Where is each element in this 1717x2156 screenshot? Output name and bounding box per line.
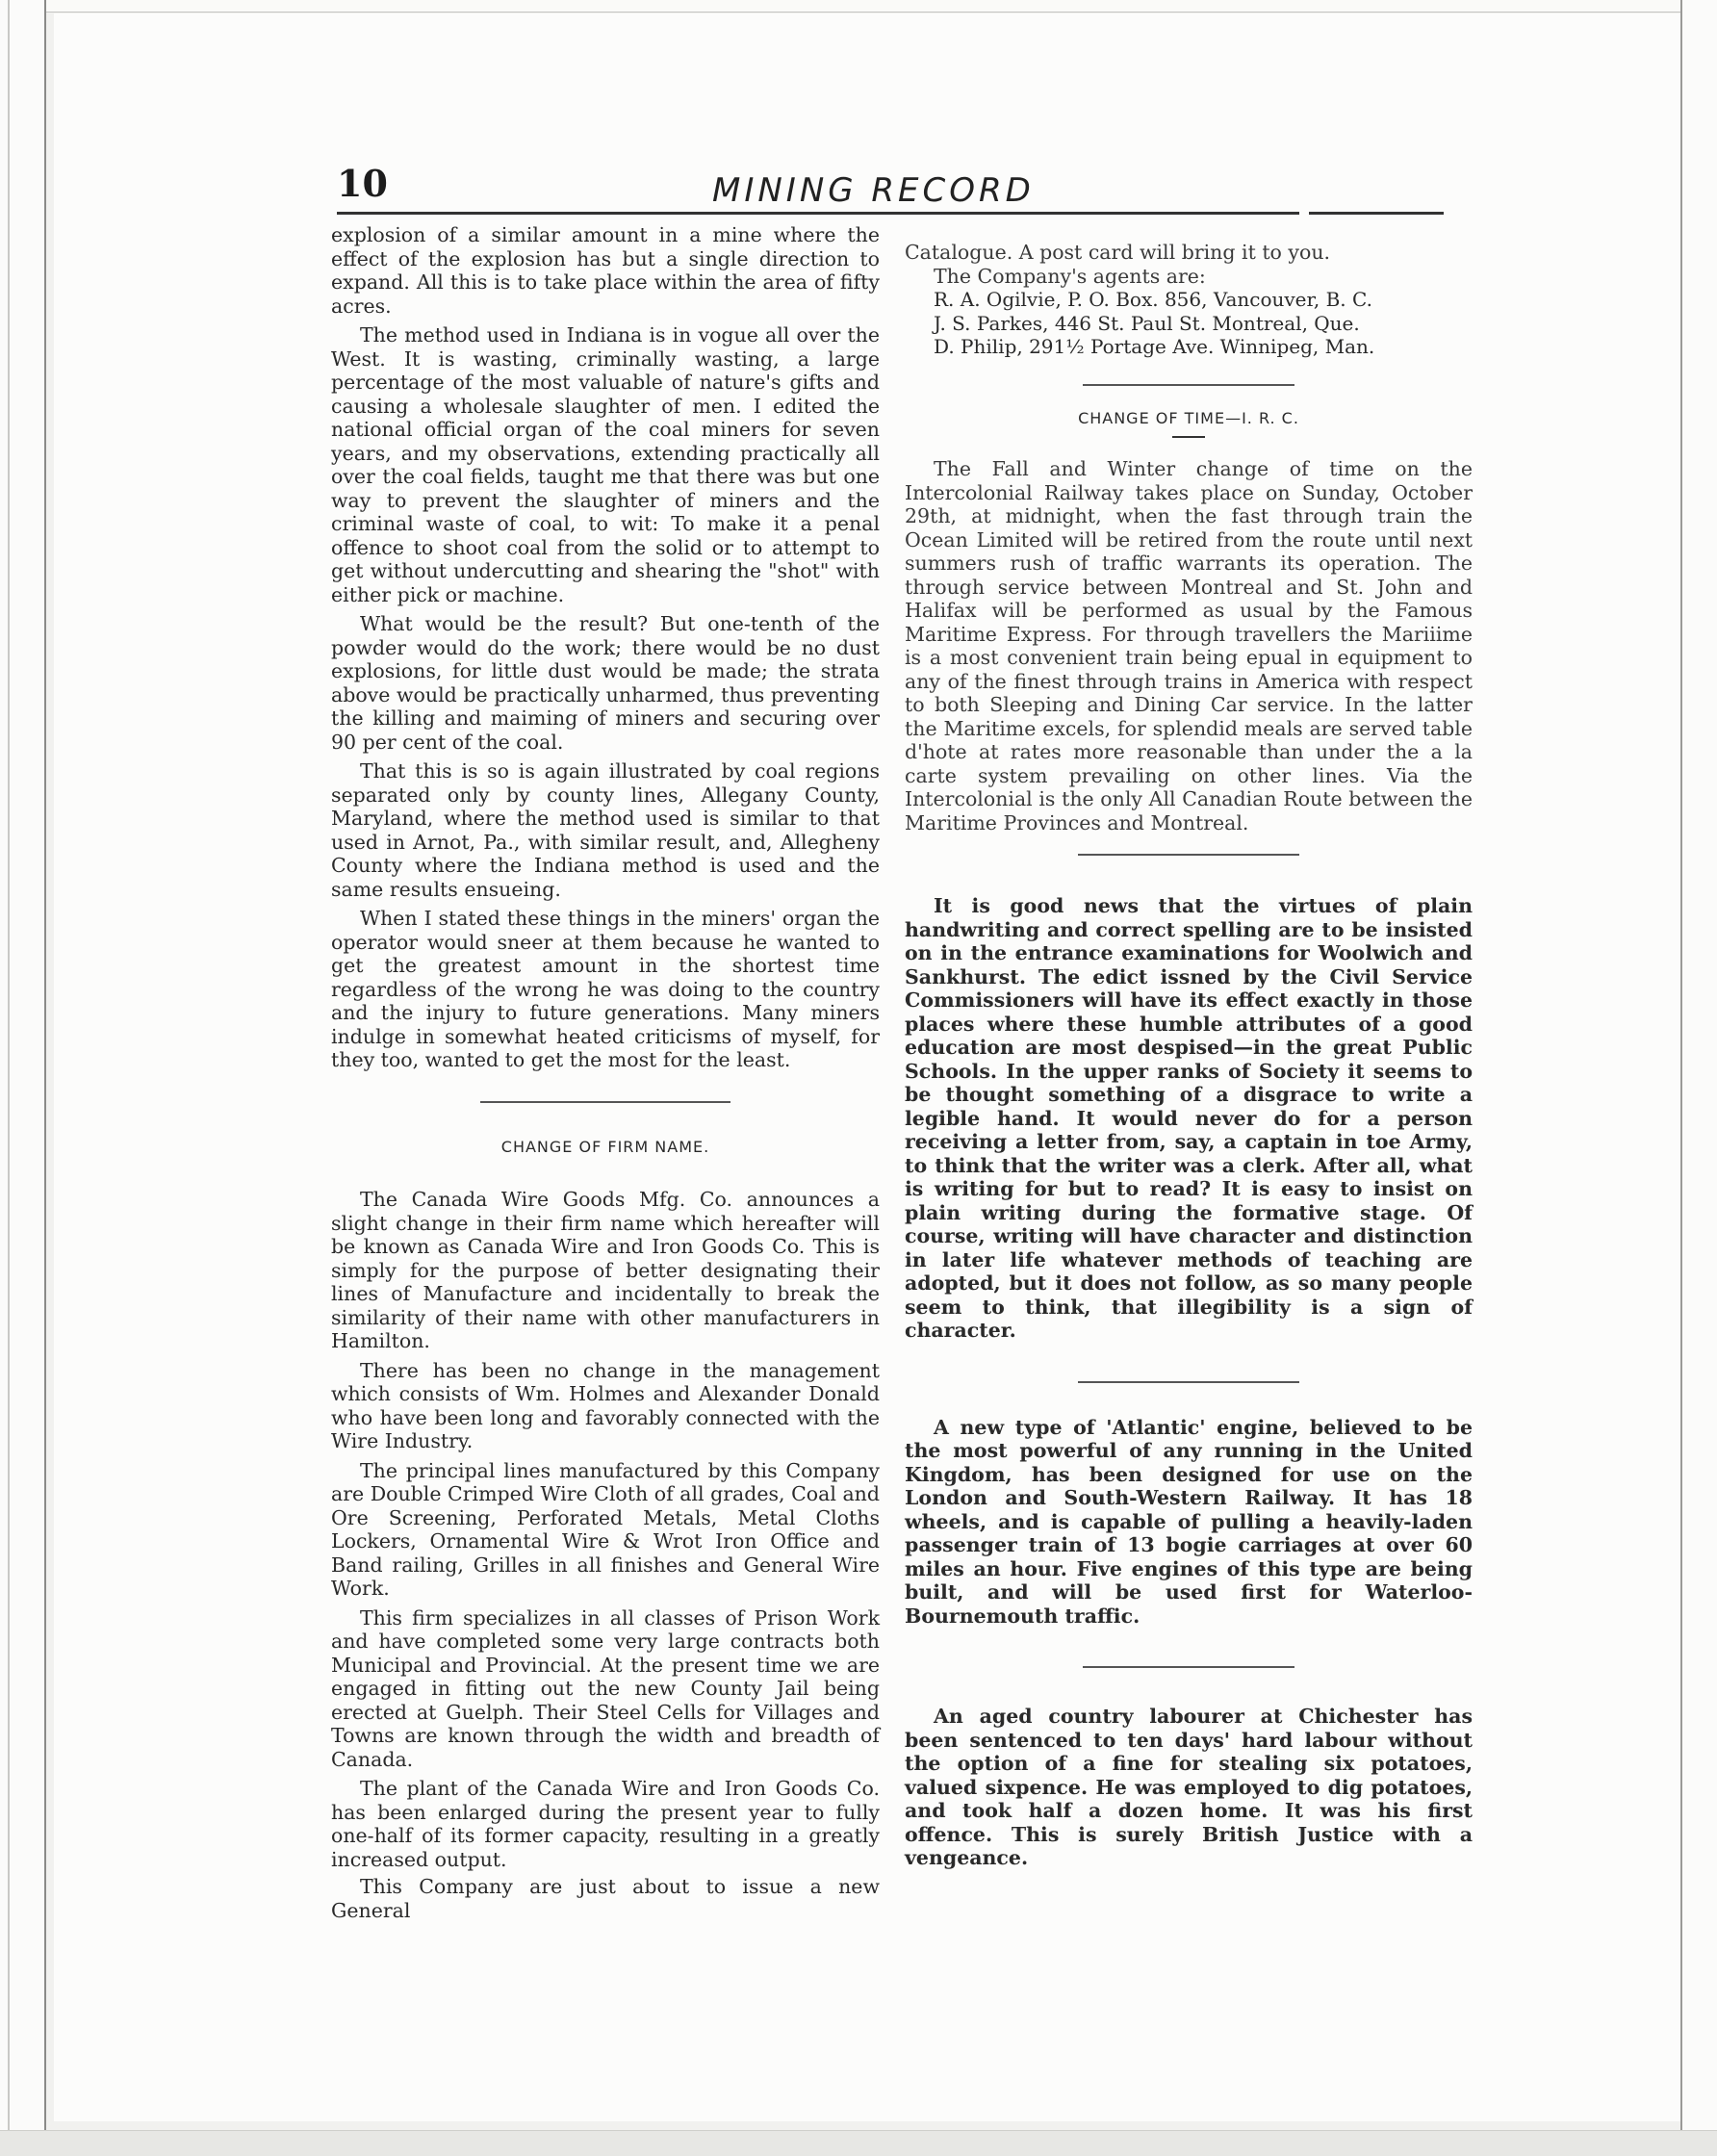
agent-line: R. A. Ogilvie, P. O. Box. 856, Vancouver, B. C. (934, 288, 1372, 311)
article-paragraph: The Fall and Winter change of time on the Intercolonial Railway takes place on Sunday, October 29th, at midnight, when the fast through train the Ocean Limited will be retired from the route until next summers rush of traffic warrants its operation. The through service between Montreal and St. John and Halifax will be performed as usual by the Famous Maritime Express. For through travellers the Mariiime is a most convenient train being epual in equipment to any of the finest through trains in America with respect to both Sleeping and Dining Car service. In the latter the Maritime excels, for splendid meals are served table d'hote at rates more reasonable than under the a la carte system prevailing on other lines. Via the Intercolonial is the only All Canadian Route between the Maritime Provinces and Montreal. (905, 457, 1473, 834)
article-paragraph: The plant of the Canada Wire and Iron Goods Co. has been enlarged during the present year to fully one-half of its former capacity, resulting in a greatly increased output. (331, 1777, 880, 1871)
section-divider (1078, 854, 1299, 856)
header-rule (337, 212, 1299, 215)
heading-underline (1172, 436, 1205, 438)
article-paragraph: What would be the result? But one-tenth of the powder would do the work; there would be no dust explosions, for little dust would be made; the strata above would be practically unharmed, thus preventing the killing and maiming of miners and securing over 90 per cent of the coal. (331, 612, 880, 754)
article-paragraph: There has been no change in the management which consists of Wm. Holmes and Alexander Donald who have been long and favorably connected with the Wire Industry. (331, 1358, 880, 1452)
article-paragraph: explosion of a similar amount in a mine where the effect of the explosion has but a single direction to expand. All this is to take place within the area of fifty acres. (331, 223, 880, 318)
scan-top-edge (0, 0, 1717, 13)
right-column (905, 241, 1473, 1870)
header-rule-tail (1309, 212, 1444, 215)
article-paragraph: A new type of 'Atlantic' engine, believed to be the most powerful of any running in the United Kingdom, has been designed for use on the London and South-Western Railway. It has 18 wheels, and is capable of pulling a heavily-laden passenger train of 13 bogie carriages at over 60 miles an hour. Five engines of this type are being built, and will be used first for Waterloo-Bournemouth traffic. (905, 1415, 1473, 1628)
agent-line: J. S. Parkes, 446 St. Paul St. Montreal, Que. (934, 311, 1360, 335)
article-paragraph: The principal lines manufactured by this Company are Double Crimped Wire Cloth of all grades, Coal and Ore Screening, Perforated Metals, Metal Cloths Lockers, Ornamental Wire & Wrot Iron Office and Band railing, Grilles in all finishes and General Wire Work. (331, 1458, 880, 1600)
article-paragraph: It is good news that the virtues of plain handwriting and correct spelling are to be insisted on in the entrance examinations for Woolwich and Sankhurst. The edict issned by the Civil Service Commissioners will have its effect exactly in those places where these humble attributes of a good education are most despised—in the great Public Schools. In the upper ranks of Society it seems to be thought something of a disgrace to write a legible hand. It would never do for a person receiving a letter from, say, a captain in toe Army, to think that the writer was a clerk. After all, what is writing for but to read? It is easy to insist on plain writing during the formative stage. Of course, writing will have character and distinction in later life whatever methods of teaching are adopted, but it does not follow, as so many people seem to think, that illegibility is a sign of character. (905, 894, 1473, 1342)
agent-line: D. Philip, 291½ Portage Ave. Winnipeg, Man. (934, 335, 1375, 358)
article-paragraph: When I stated these things in the miners' organ the operator would sneer at them because he wanted to get the greatest amount in the shortest time regardless of the wrong he was doing to the country and the injury to future generations. Many miners indulge in somewhat heated criticisms of myself, for they too, wanted to get the most for the least. (331, 907, 880, 1071)
section-heading-firm-name: CHANGE OF FIRM NAME. (500, 1137, 710, 1156)
scan-left-edge (0, 0, 46, 2156)
article-paragraph: This firm specializes in all classes of Prison Work and have completed some very large contracts both Municipal and Provincial. At the present time we are engaged in fitting out the new County Jail being erected at Guelph. Their Steel Cells for Villages and Towns are known through the width and breadth of Canada. (331, 1605, 880, 1771)
article-paragraph: The Canada Wire Goods Mfg. Co. announces a slight change in their firm name which hereafter will be known as Canada Wire and Iron Goods Co. This is simply for the purpose of better designating their lines of Manufacture and incidentally to break the similarity of their name with other manufacturers in Hamilton. (331, 1188, 880, 1352)
section-heading-change-of-time: CHANGE OF TIME—I. R. C. (1078, 408, 1299, 427)
agents-intro: The Company's agents are: (934, 264, 1206, 288)
article-paragraph: An aged country labourer at Chichester has been sentenced to ten days' hard labour without the option of a fine for stealing six potatoes, valued sixpence. He was employed to dig potatoes, and took half a dozen home. It was his first offence. This is surely British Justice with a vengeance. (905, 1705, 1473, 1869)
section-divider (480, 1101, 730, 1103)
section-divider (1083, 1666, 1294, 1668)
section-divider (1078, 1381, 1299, 1383)
section-divider (1083, 384, 1294, 386)
article-paragraph: That this is so is again illustrated by coal regions separated only by county lines, Allegany County, Maryland, where the method used is similar to that used in Arnot, Pa., with similar result, and, Allegheny County where the Indiana method is used and the same results ensueing. (331, 759, 880, 901)
left-column (331, 223, 880, 1922)
page-number: 10 (337, 162, 388, 205)
article-paragraph: This Company are just about to issue a new General (331, 1875, 880, 1922)
publication-title: MINING RECORD (712, 171, 1035, 210)
article-paragraph: The method used in Indiana is in vogue all over the West. It is wasting, criminally wasting, a large percentage of the most valuable of nature's gifts and causing a wholesale slaughter of men. I edited the national official organ of the coal miners for seven years, and my observations, extending practically all over the coal fields, taught me that there was but one way to prevent the slaughter of miners and the criminal waste of coal, to wit: To make it a penal offence to shoot coal from the solid or to attempt to get without undercutting and shearing the "shot" with either pick or machine. (331, 323, 880, 606)
article-paragraph: Catalogue. A post card will bring it to you. (905, 241, 1331, 264)
scan-right-edge (1680, 0, 1717, 2156)
scan-bottom-edge (0, 2130, 1717, 2156)
page-header (337, 162, 1444, 218)
